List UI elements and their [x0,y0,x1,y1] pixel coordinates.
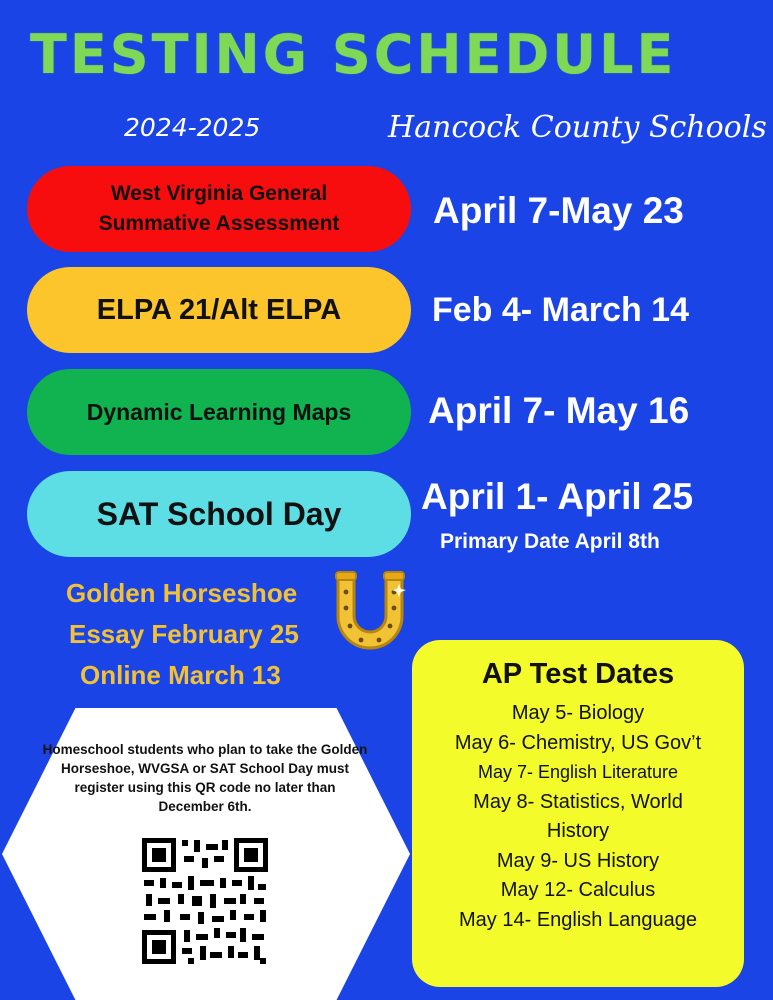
district-name: Hancock County Schools [388,110,767,145]
school-year: 2024-2025 [124,113,261,142]
test-pill-dlm [27,369,411,455]
test-pill-wvgsa [27,166,411,252]
ap-item: May 6- Chemistry, US Gov’t [454,731,702,754]
qr-code-icon[interactable] [140,836,270,966]
test-name-line2: Summative Assessment [98,212,340,235]
golden-horseshoe-title: Golden Horseshoe [66,578,298,608]
sat-primary-date: Primary Date April 8th [440,530,660,553]
ap-item: May 5- Biology [511,702,645,724]
test-name-line1: West Virginia General [110,182,328,205]
ap-item: May 7- English Literature [477,762,679,782]
test-dates-wvgsa: April 7-May 23 [433,190,684,231]
ap-item: May 14- English Language [459,908,697,931]
test-dates-dlm: April 7- May 16 [428,390,690,431]
homeschool-notice: Homeschool students who plan to take the Golden Horseshoe, WVGSA or SAT School Day must register using this QR code no later than December 6th. [42,742,368,814]
test-pill-sat [27,471,411,557]
horseshoe-icon [328,568,412,664]
golden-horseshoe-online: Online March 13 [80,660,281,690]
ap-title: AP Test Dates [481,658,675,690]
ap-item: May 12- Calculus [500,879,656,901]
test-name: Dynamic Learning Maps [86,398,352,425]
page-title: TESTING SCHEDULE [30,23,677,86]
ap-item: May 9- US History [496,849,660,872]
test-dates-sat: April 1- April 25 [421,476,694,517]
test-name: ELPA 21/Alt ELPA [96,293,342,326]
golden-horseshoe-essay: Essay February 25 [69,619,299,649]
ap-item: May 8- Statistics, World History [473,790,683,842]
test-dates-elpa: Feb 4- March 14 [432,291,689,329]
test-pill-elpa [27,267,411,353]
test-name: SAT School Day [96,495,342,532]
ap-test-dates-box [412,640,744,987]
